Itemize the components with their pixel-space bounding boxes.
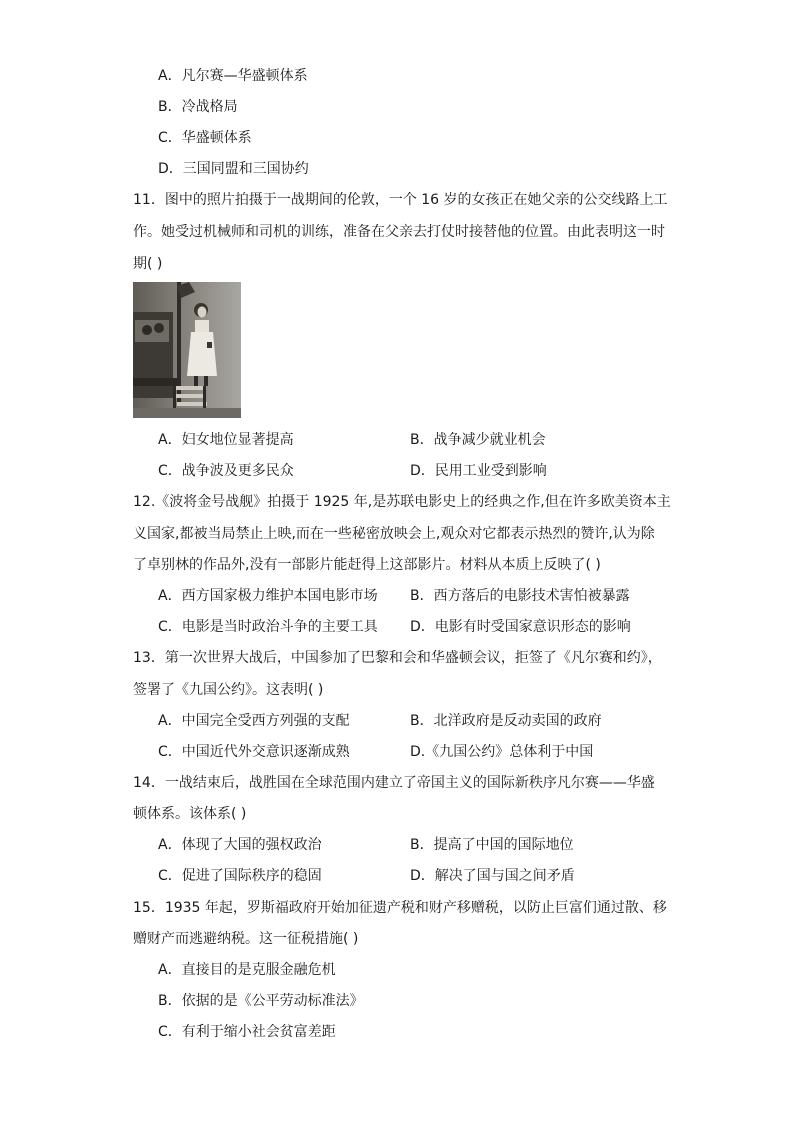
- q10-option-d: D．三国同盟和三国协约: [158, 161, 309, 177]
- q14-stem-line-2: 顿体系。该体系( ): [133, 806, 247, 822]
- q15-stem-line-1: 15．1935 年起，罗斯福政府开始加征遗产税和财产移赠税，以防止巨富们通过散、移: [133, 900, 667, 916]
- q12-option-a: A．西方国家极力维护本国电影市场: [158, 588, 378, 604]
- q14-option-d: D．解决了国与国之间矛盾: [410, 868, 575, 884]
- q15-option-c: C．有利于缩小社会贫富差距: [158, 1024, 336, 1040]
- q13-option-c: C．中国近代外交意识逐渐成熟: [158, 744, 350, 760]
- q11-option-d: D．民用工业受到影响: [410, 463, 547, 479]
- q12-stem-line-1: 12.《波将金号战舰》拍摄于 1925 年,是苏联电影史上的经典之作,但在许多欧美资本主: [133, 494, 671, 510]
- q11-option-a: A．妇女地位显著提高: [158, 432, 294, 448]
- q13-stem-line-1: 13．第一次世界大战后，中国参加了巴黎和会和华盛顿会议，拒签了《凡尔赛和约》，: [133, 650, 662, 666]
- q11-option-c: C．战争波及更多民众: [158, 463, 294, 479]
- q11-historical-photo: [133, 282, 241, 418]
- q14-option-b: B．提高了中国的国际地位: [410, 837, 574, 853]
- q13-option-d: D.《九国公约》总体利于中国: [410, 744, 594, 760]
- q11-stem-line-3: 期( ): [133, 256, 163, 272]
- q10-option-a: A．凡尔赛—华盛顿体系: [158, 68, 308, 84]
- q14-option-c: C．促进了国际秩序的稳固: [158, 868, 322, 884]
- q15-option-b: B．依据的是《公平劳动标准法》: [158, 993, 364, 1009]
- q12-stem-line-3: 了卓别林的作品外,没有一部影片能赶得上这部影片。材料从本质上反映了( ): [133, 557, 601, 573]
- q10-option-c: C．华盛顿体系: [158, 130, 252, 146]
- q12-option-b: B．西方落后的电影技术害怕被暴露: [410, 588, 630, 604]
- q12-option-d: D．电影有时受国家意识形态的影响: [410, 619, 631, 635]
- q11-stem-line-2: 作。她受过机械师和司机的训练，准备在父亲去打仗时接替他的位置。由此表明这一时: [133, 224, 665, 240]
- q14-option-a: A．体现了大国的强权政治: [158, 837, 322, 853]
- q14-stem-line-1: 14．一战结束后，战胜国在全球范围内建立了帝国主义的国际新秩序凡尔赛——华盛: [133, 775, 655, 791]
- q12-option-c: C．电影是当时政治斗争的主要工具: [158, 619, 378, 635]
- q11-stem-line-1: 11．图中的照片拍摄于一战期间的伦敦，一个 16 岁的女孩正在她父亲的公交线路上工: [133, 192, 668, 208]
- q13-stem-line-2: 签署了《九国公约》。这表明( ): [133, 682, 324, 698]
- q15-option-a: A．直接目的是克服金融危机: [158, 962, 336, 978]
- q12-stem-line-2: 义国家,都被当局禁止上映,而在一些秘密放映会上,观众对它都表示热烈的赞许,认为除: [133, 526, 655, 542]
- q13-option-b: B．北洋政府是反动卖国的政府: [410, 713, 602, 729]
- q15-stem-line-2: 赠财产而逃避纳税。这一征税措施( ): [133, 931, 359, 947]
- q11-option-b: B．战争减少就业机会: [410, 432, 546, 448]
- q10-option-b: B．冷战格局: [158, 99, 238, 115]
- bus-girl-photo-illustration: [133, 282, 241, 418]
- q13-option-a: A．中国完全受西方列强的支配: [158, 713, 350, 729]
